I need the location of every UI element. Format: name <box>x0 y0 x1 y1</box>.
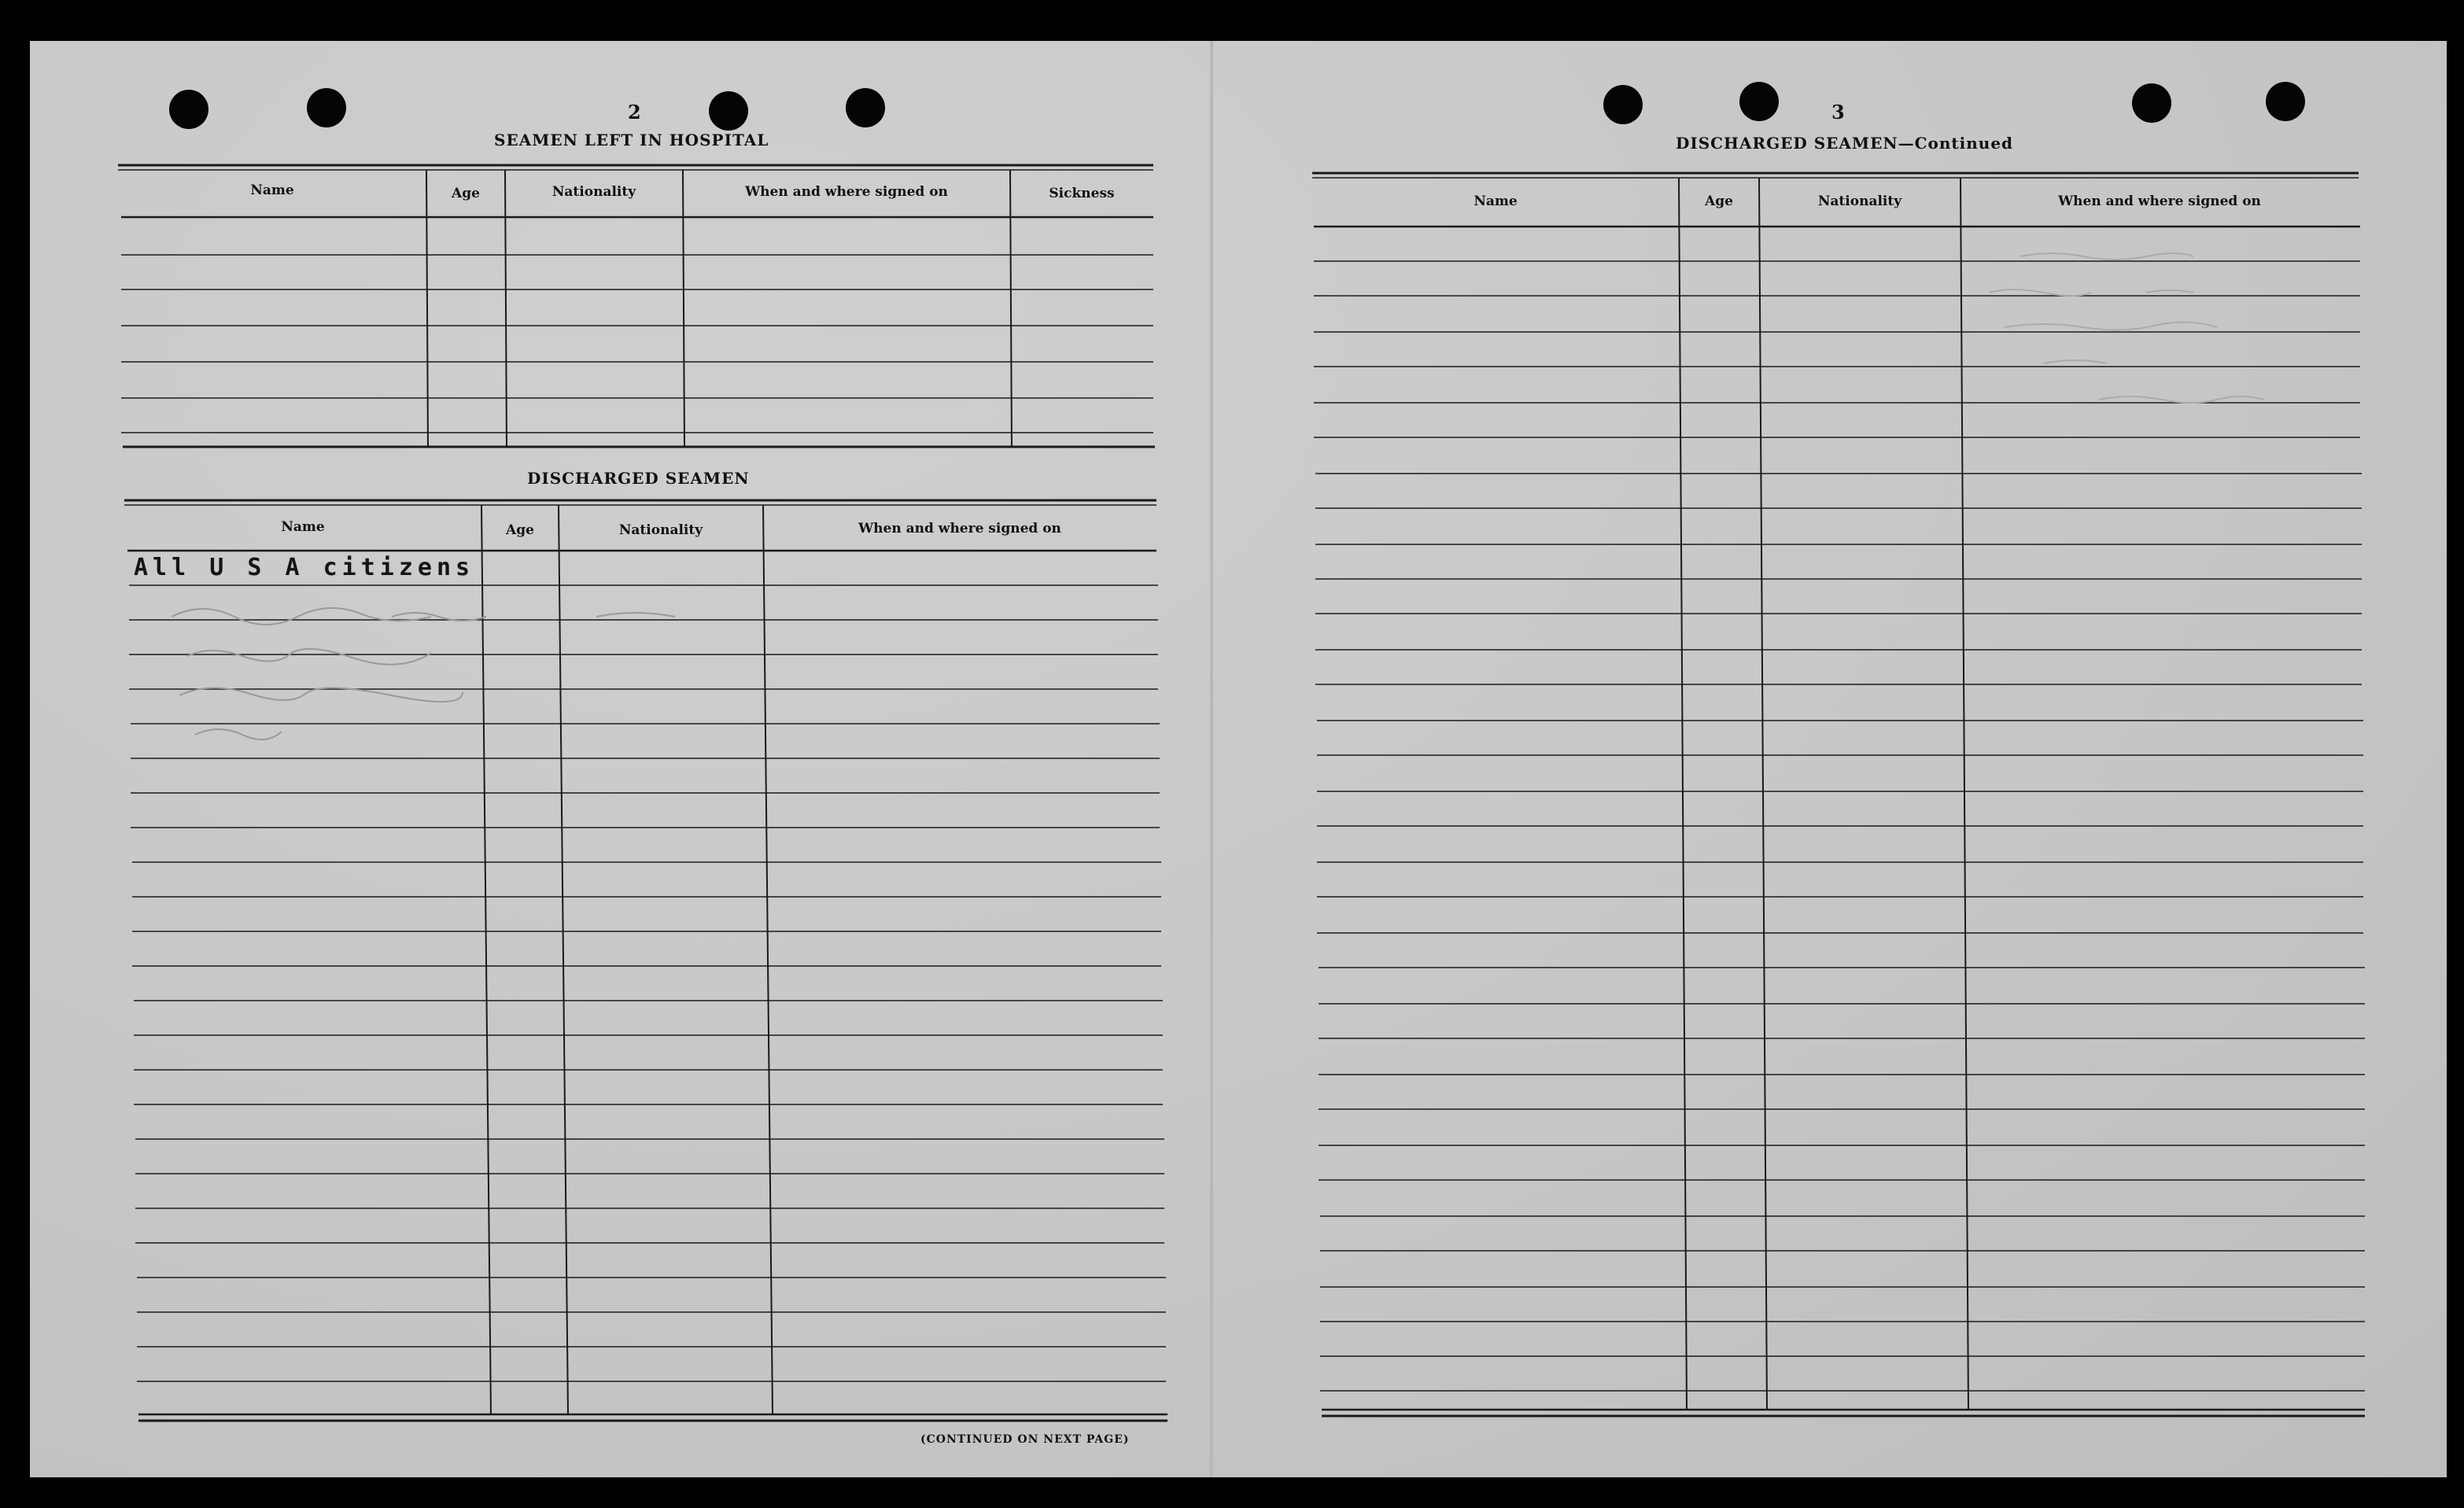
punch-hole <box>169 90 208 129</box>
discharged-section-title: DISCHARGED SEAMEN <box>527 469 750 488</box>
hospital-table-grid <box>118 162 1156 453</box>
continued-header-nationality: Nationality <box>1817 194 1902 209</box>
continued-header-signed-on: When and where signed on <box>2058 194 2261 209</box>
faint-pencil-marks <box>156 585 785 774</box>
page-number-left: 2 <box>628 101 642 124</box>
discharged-header-nationality: Nationality <box>618 522 703 538</box>
punch-hole <box>2132 83 2171 123</box>
continued-footer: (CONTINUED ON NEXT PAGE) <box>920 1433 1130 1446</box>
punch-hole <box>1603 85 1643 124</box>
hospital-header-sickness: Sickness <box>1049 186 1115 201</box>
faint-bleedthrough-marks <box>1863 233 2335 469</box>
hospital-header-name: Name <box>250 183 294 198</box>
hospital-header-age: Age <box>452 186 480 201</box>
stamped-entry: All U S A citizens <box>134 554 475 581</box>
hospital-header-signed-on: When and where signed on <box>745 184 948 200</box>
punch-hole <box>846 88 885 127</box>
discharged-continued-title: DISCHARGED SEAMEN—Continued <box>1676 134 2014 153</box>
page-fold <box>1210 41 1213 1477</box>
discharged-header-age: Age <box>506 522 534 538</box>
punch-hole <box>2266 82 2305 121</box>
hospital-section-title: SEAMEN LEFT IN HOSPITAL <box>494 131 769 149</box>
hospital-header-nationality: Nationality <box>551 184 636 200</box>
discharged-table <box>124 497 1171 1438</box>
punch-hole <box>1739 82 1779 121</box>
discharged-header-name: Name <box>281 519 325 535</box>
continued-header-age: Age <box>1705 194 1733 209</box>
punch-hole <box>307 88 346 127</box>
punch-hole <box>709 91 748 131</box>
discharged-header-signed-on: When and where signed on <box>858 521 1061 536</box>
page-number-right: 3 <box>1831 101 1846 124</box>
continued-header-name: Name <box>1474 194 1518 209</box>
discharged-continued-table <box>1312 170 2366 1429</box>
hospital-table <box>118 162 1156 453</box>
